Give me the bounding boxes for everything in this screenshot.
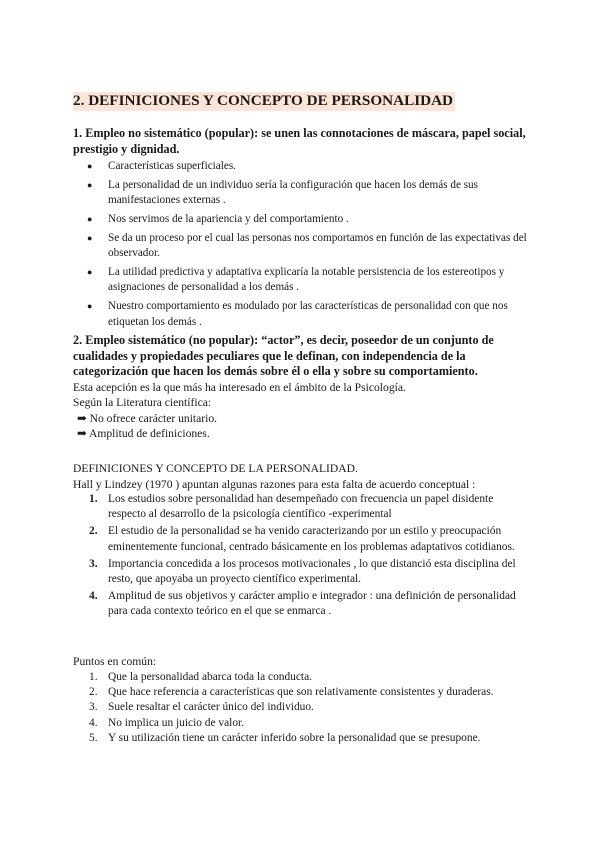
bullet-icon: ● — [87, 232, 93, 243]
section-systematic-usage — [73, 333, 533, 442]
list-item: 1. Los estudios sobre personalidad han desempeñado con frecuencia un papel disidente respecto al desarrollo de la psicología científico -experimental — [89, 493, 494, 521]
list-item: 2. Que hace referencia a características que son relativamente consistentes y duraderas. — [89, 685, 494, 698]
numbered-list — [73, 492, 533, 620]
list-item: ➡ Amplitud de definiciones. — [77, 427, 210, 440]
bullet-list — [73, 159, 533, 330]
arrow-list — [73, 411, 533, 442]
list-item: 1. Que la personalidad abarca toda la conducta. — [89, 670, 312, 683]
section-definitions — [73, 461, 533, 622]
section-popular-usage — [73, 126, 533, 334]
list-item: ● Características superficiales. — [73, 159, 533, 174]
bullet-icon: ● — [87, 267, 93, 278]
bullet-icon: ● — [87, 179, 93, 190]
section-heading: 2. Empleo sistemático (no popular): “actor”, es decir, poseedor de un conjunto de cualidades y propiedades peculiares que le definan, con independencia de la categorización que hacen los demás sobre él o ella y sobre su comportamiento. — [73, 333, 494, 378]
list-item: 2. El estudio de la personalidad se ha venido caracterizando por un estilo y preocupación eminentemente funcional, centrado básicamente en los problemas adaptativos cotidianos. — [89, 525, 515, 553]
list-item: ● La personalidad de un individuo sería la configuración que hacen los demás de sus manifestaciones externas . — [87, 178, 479, 207]
list-item: 4. Amplitud de sus objetivos y carácter amplio e integrador : una definición de personalidad para cada contexto teórico en el que se enmarca . — [89, 590, 516, 618]
list-item: 5. Y su utilización tiene un carácter inferido sobre la personalidad que se presupone. — [89, 732, 481, 745]
list-item: 4. No implica un juicio de valor. — [89, 716, 245, 729]
bullet-icon: ● — [87, 214, 93, 225]
numbered-list — [73, 670, 533, 747]
paragraph: Esta acepción es la que más ha interesado en el ámbito de la Psicología. — [73, 380, 406, 394]
section-heading: Puntos en común: — [73, 655, 157, 668]
section-heading: DEFINICIONES Y CONCEPTO DE LA PERSONALIDAD. — [73, 462, 358, 475]
list-item: ● La utilidad predictiva y adaptativa explicaría la notable persistencia de los estereotipos y asignaciones de personalidad a los demás . — [87, 266, 505, 294]
section-heading: 1. Empleo no sistemático (popular): se unen las connotaciones de máscara, papel social, prestigio y dignidad. — [73, 126, 526, 156]
bullet-icon: ● — [87, 161, 93, 171]
list-item: 3. Suele resaltar el carácter único del individuo. — [89, 701, 314, 714]
bullet-icon: ● — [87, 301, 93, 312]
list-item: ● Se da un proceso por el cual las personas nos comportamos en función de las expectativas del observador. — [87, 231, 527, 260]
list-item: 3. Importancia concedida a los procesos motivacionales , lo que distanció esta disciplina del resto, que apoyaba un proyecto científico experimental. — [89, 557, 516, 586]
list-item: ● Nos servimos de la apariencia y del comportamiento . — [73, 212, 533, 227]
list-item: ● Nuestro comportamiento es modulado por las características de personalidad con que nos etiquetan los demás . — [87, 300, 508, 328]
paragraph: Según la Literatura científica: — [73, 396, 212, 409]
paragraph: Hall y Lindzey (1970 ) apuntan algunas razones para esta falta de acuerdo conceptual : — [73, 477, 476, 491]
list-item: ➡ No ofrece carácter unitario. — [77, 411, 218, 425]
section-common-points — [73, 654, 533, 747]
page-title: 2. DEFINICIONES Y CONCEPTO DE PERSONALIDAD — [73, 92, 454, 109]
